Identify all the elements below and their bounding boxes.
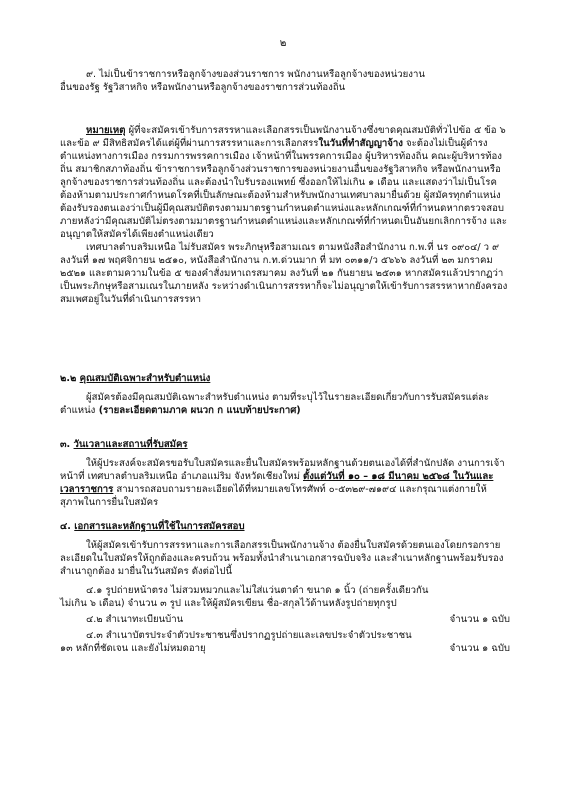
section-2-2 xyxy=(60,372,510,417)
section-3-date-range: ตั้งแต่วันที่ ๑๐ – ๑๘ มีนาคม ๒๕๖๘ ในวันและเวลาราชการ xyxy=(60,471,494,495)
section-3-text-c: สามารถสอบถามรายละเอียดได้ที่หมายเลขโทรศัพท์ ๐-๕๓๒๙-๗๑๙๔ และกรุณาแต่งกายให้สุภาพในการยื่นใบสมัคร xyxy=(60,484,487,508)
item-4-3-line2: ๑๓ หลักที่ชัดเจน และยังไม่หมดอายุ xyxy=(60,643,206,654)
note-text-c: จะต้องไม่เป็นผู้ดำรงตำแหน่งทางการเมือง กรรมการพรรคการเมือง เจ้าหน้าที่ในพรรคการเมือง ผู้บริหารท้องถิ่น คณะผู้บริหารท้องถิ่น สมาชิกสภาท้องถิ่น ข้าราชการหรือลูกจ้างส่วนราชการของหน่วยงานอื่นของรัฐวิสาหกิจ หรือพนักงานหรือลูกจ้างของราชการส่วนท้องถิ่น และต้องนำใบรับรองแพทย์ ซึ่งออกให้ไม่เกิน ๑ เดือน และแสดงว่าไม่เป็นโรคต้องห้ามตามประกาศกำหนดโรคที่เป็นลักษณะต้องห้ามสำหรับพนักงานเทศบาลมายื่นด้วย ผู้สมัครทุกตำแหน่งต้องรับรองตนเองว่าเป็นผู้มีคุณสมบัติตรงตามมาตรฐานกำหนดตำแหน่งและหลักเกณฑ์ที่กำหนดหากตรวจสอบภายหลังว่ามีคุณสมบัติไม่ตรงตามมาตรฐานกำหนดตำแหน่งและหลักเกณฑ์ที่กำหนดเป็นอันยกเลิกการจ้าง และอนุญาตให้สมัครได้เพียงตำแหน่งเดียว xyxy=(60,138,508,240)
section-4 xyxy=(60,520,510,655)
section-3 xyxy=(60,438,510,509)
section-4-number: ๔. xyxy=(60,521,71,532)
section-3-text-a: ให้ผู้ประสงค์จะสมัครขอรับใบสมัครและยื่นใบสมัครพร้อมหลักฐานด้วยตนเองได้ที่สำนักปลัด งานการเจ้าหน้าที่ เทศบาลตำบลริมเหนือ อำเภอแม่ริม จังหวัดเชียงใหม่ xyxy=(60,458,505,482)
section-2-2-text: ผู้สมัครต้องมีคุณสมบัติเฉพาะสำหรับตำแหน่ง ตามที่ระบุไว้ในรายละเอียดเกี่ยวกับการรับสมัครแต่ละตำแหน่ง xyxy=(60,392,490,416)
document-list-item xyxy=(60,584,510,610)
item-4-2-quantity: จำนวน ๑ ฉบับ xyxy=(449,614,510,625)
note-section xyxy=(60,124,510,306)
item9-line1: ๙. ไม่เป็นข้าราชการหรือลูกจ้างของส่วนราชการ พนักงานหรือลูกจ้างของหน่วยงาน xyxy=(86,69,425,80)
section-3-heading xyxy=(60,438,510,451)
monk-restriction-paragraph: เทศบาลตำบลริมเหนือ ไม่รับสมัคร พระภิกษุหรือสามเณร ตามหนังสือสำนักงาน ก.พ.ที่ นร ๐๙๐๔/ ว ๙ ลงวันที่ ๑๗ พฤศจิกายน ๒๕๑๐, หนังสือสำนักงาน ก.ท.ด่วนมาก ที่ มท ๐๓๑๑/ว ๕๖๖๖ ลงวันที่ ๒๓ มกราคม ๒๕๒๑ และตามความในข้อ ๕ ของคำสั่งมหาเถรสมาคม ลงวันที่ ๒๑ กันยายน ๒๕๓๑ หากสมัครแล้วปรากฏว่าเป็นพระภิกษุหรือสามเณรในภายหลัง ระหว่างดำเนินการสรรหาก็จะไม่อนุญาตให้เข้ารับการสรรหาหากยังครองสมเพศอยู่ในวันที่ดำเนินการสรรหา xyxy=(60,242,508,305)
section-3-body xyxy=(60,457,510,509)
item-4-2-label: ๔.๒ สำเนาทะเบียนบ้าน xyxy=(86,614,184,625)
note-paragraph xyxy=(60,124,510,241)
item-4-3-line1: ๔.๓ สำเนาบัตรประจำตัวประชาชนซึ่งปรากฏรูปถ่ายและเลขประจำตัวประชาชน xyxy=(86,630,412,641)
section-4-body: ให้ผู้สมัครเข้ารับการสรรหาและการเลือกสรรเป็นพนักงานจ้าง ต้องยื่นใบสมัครด้วยตนเองโดยกรอกรายละเอียดในใบสมัครให้ถูกต้องและครบถ้วน พร้อมทั้งนำสำเนาเอกสารฉบับจริง และสำเนาหลักฐานพร้อมรับรองสำเนาถูกต้อง มายื่นในวันสมัคร ดังต่อไปนี้ xyxy=(60,540,504,577)
item9-line2: อื่นของรัฐ รัฐวิสาหกิจ หรือพนักงานหรือลูกจ้างของราชการส่วนท้องถิ่น xyxy=(60,82,346,93)
section-2-2-body xyxy=(60,391,510,417)
item-4-3-row xyxy=(60,642,510,655)
section-2-2-number: ๒.๒ xyxy=(60,373,77,384)
page-number: ๒ xyxy=(279,38,287,49)
eligibility-item-9 xyxy=(60,68,510,94)
section-3-number: ๓. xyxy=(60,439,71,450)
item-4-1-line1: ๔.๑ รูปถ่ายหน้าตรง ไม่สวมหมวกและไม่ใส่แว่นตาดำ ขนาด ๑ นิ้ว (ถ่ายครั้งเดียวกัน xyxy=(86,585,429,596)
note-text-a: ผู้ที่จะสมัครเข้ารับการสรรหาและเลือกสรรเป็นพนักงานจ้างซึ่งขาดคุณสมบัติทั่วไปข้อ ๕ ข้อ ๖ และข้อ ๙ มีสิทธิสมัครได้แต่ผู้ที่ผ่านการสรรหาและการเลือกสรร xyxy=(60,125,506,149)
item-4-3-quantity: จำนวน ๑ ฉบับ xyxy=(449,643,510,654)
section-2-2-title: คุณสมบัติเฉพาะสำหรับตำแหน่ง xyxy=(79,373,211,384)
section-4-heading xyxy=(60,520,510,533)
section-3-title: วันเวลาและสถานที่รับสมัคร xyxy=(73,439,188,450)
document-list-item xyxy=(60,629,510,655)
note-label: หมายเหตุ xyxy=(86,125,126,136)
section-2-2-heading xyxy=(60,372,510,385)
note-text-emphasis: ในวันที่ทำสัญญาจ้าง xyxy=(318,138,403,149)
document-list-item xyxy=(60,613,510,626)
section-2-2-appendix-ref: (รายละเอียดตามภาค ผนวก ก แนบท้ายประกาศ) xyxy=(95,405,301,416)
item-4-1-line2: ไม่เกิน ๖ เดือน) จำนวน ๓ รูป และให้ผู้สมัครเขียน ชื่อ-สกุลไว้ด้านหลังรูปถ่ายทุกรูป xyxy=(60,598,397,609)
section-4-title: เอกสารและหลักฐานที่ใช้ในการสมัครสอบ xyxy=(74,521,245,532)
